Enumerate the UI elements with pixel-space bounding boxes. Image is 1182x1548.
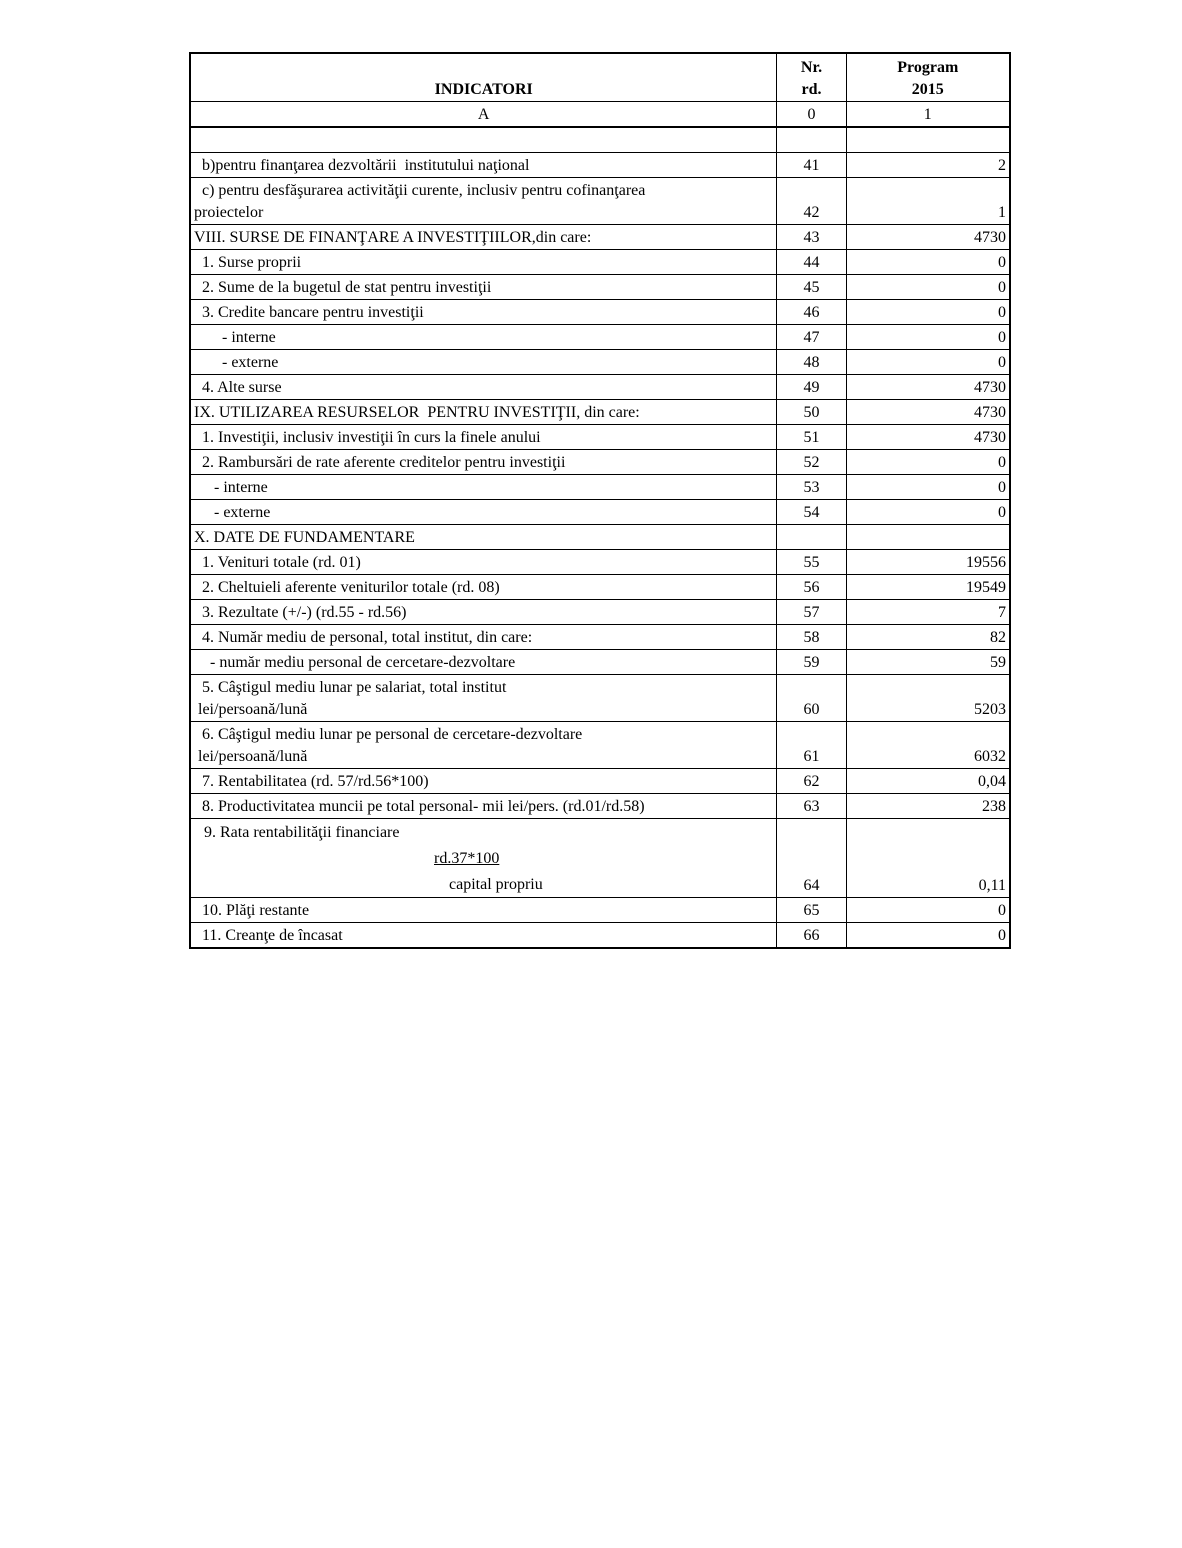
header-nr-line2: rd. — [801, 81, 822, 98]
indicator-label: - externe — [190, 350, 777, 375]
rata-numerator: rd.37*100 — [434, 850, 500, 867]
rata-indicator — [190, 819, 777, 898]
program-value: 82 — [846, 625, 1010, 650]
indicator-label-line1: c) pentru desfăşurarea activităţii curente, inclusiv pentru cofinanţarea — [194, 182, 646, 199]
program-value: 59 — [846, 650, 1010, 675]
row-number: 56 — [777, 575, 846, 600]
header-indicatori: INDICATORI — [190, 53, 777, 102]
program-value: 0 — [846, 275, 1010, 300]
column-letters-row — [190, 102, 1010, 128]
program-value: 4730 — [846, 375, 1010, 400]
table-row — [190, 275, 1010, 300]
program-value: 0 — [846, 250, 1010, 275]
program-value: 7 — [846, 600, 1010, 625]
letter-a: A — [190, 102, 777, 128]
program-value: 6032 — [846, 722, 1010, 769]
table-row — [190, 450, 1010, 475]
row-number: 49 — [777, 375, 846, 400]
table-row — [190, 325, 1010, 350]
program-value: 19549 — [846, 575, 1010, 600]
header-nr-rd — [777, 53, 846, 102]
indicator-label: 4. Număr mediu de personal, total institut, din care: — [190, 625, 777, 650]
indicator-label: 2. Sume de la bugetul de stat pentru investiţii — [190, 275, 777, 300]
table-row — [190, 350, 1010, 375]
letter-1: 1 — [846, 102, 1010, 128]
program-value: 0 — [846, 475, 1010, 500]
row-number: 53 — [777, 475, 846, 500]
table-row — [190, 550, 1010, 575]
indicator-label: 3. Credite bancare pentru investiţii — [190, 300, 777, 325]
table-row — [190, 375, 1010, 400]
program-value: 4730 — [846, 425, 1010, 450]
blank-cell — [777, 127, 846, 153]
table-row — [190, 475, 1010, 500]
indicator-label: 7. Rentabilitatea (rd. 57/rd.56*100) — [190, 769, 777, 794]
table-row — [190, 923, 1010, 949]
row-number: 54 — [777, 500, 846, 525]
indicator-label: - externe — [190, 500, 777, 525]
indicator-label-line2: lei/persoană/lună — [194, 701, 308, 718]
table-row — [190, 898, 1010, 923]
row-number: 66 — [777, 923, 846, 949]
program-value: 0 — [846, 500, 1010, 525]
row-number: 51 — [777, 425, 846, 450]
indicator-label — [190, 178, 777, 225]
program-value — [846, 525, 1010, 550]
program-value: 0 — [846, 325, 1010, 350]
indicator-label: - interne — [190, 325, 777, 350]
row-number: 50 — [777, 400, 846, 425]
rata-label: 9. Rata rentabilităţii financiare — [204, 824, 400, 841]
rata-denominator: capital propriu — [449, 876, 543, 893]
row-number: 42 — [777, 178, 846, 225]
row-number: 65 — [777, 898, 846, 923]
indicator-label: 8. Productivitatea muncii pe total personal- mii lei/pers. (rd.01/rd.58) — [190, 794, 777, 819]
indicator-label: 3. Rezultate (+/-) (rd.55 - rd.56) — [190, 600, 777, 625]
indicator-label: 2. Rambursări de rate aferente creditelor pentru investiţii — [190, 450, 777, 475]
row-number: 44 — [777, 250, 846, 275]
program-value: 0 — [846, 450, 1010, 475]
table-row — [190, 650, 1010, 675]
row-number: 57 — [777, 600, 846, 625]
indicator-label: 10. Plăţi restante — [190, 898, 777, 923]
blank-cell — [190, 127, 777, 153]
table-row — [190, 600, 1010, 625]
table-row — [190, 300, 1010, 325]
indicator-label: 2. Cheltuieli aferente veniturilor totale (rd. 08) — [190, 575, 777, 600]
row-number: 46 — [777, 300, 846, 325]
program-value: 0 — [846, 350, 1010, 375]
indicator-label-line2: proiectelor — [194, 204, 264, 221]
indicator-label: 1. Investiţii, inclusiv investiţii în curs la finele anului — [190, 425, 777, 450]
program-value: 5203 — [846, 675, 1010, 722]
table-row — [190, 250, 1010, 275]
indicator-label-line2: lei/persoană/lună — [194, 748, 308, 765]
row-number: 41 — [777, 153, 846, 178]
program-value: 19556 — [846, 550, 1010, 575]
indicator-label: b)pentru finanţarea dezvoltării institutului naţional — [190, 153, 777, 178]
rata-formula — [194, 819, 773, 897]
program-value: 238 — [846, 794, 1010, 819]
blank-row — [190, 127, 1010, 153]
program-value: 2 — [846, 153, 1010, 178]
table-row — [190, 225, 1010, 250]
table-row — [190, 525, 1010, 550]
row-number: 45 — [777, 275, 846, 300]
row-number: 59 — [777, 650, 846, 675]
indicator-label: - număr mediu personal de cercetare-dezvoltare — [190, 650, 777, 675]
table-row — [190, 153, 1010, 178]
table-row — [190, 575, 1010, 600]
header-program-line2: 2015 — [911, 81, 944, 98]
indicators-table — [189, 52, 1011, 949]
table-row — [190, 675, 1010, 722]
indicator-label: 4. Alte surse — [190, 375, 777, 400]
indicator-label: 1. Surse proprii — [190, 250, 777, 275]
indicator-label — [190, 675, 777, 722]
row-number: 64 — [777, 819, 846, 898]
table-row — [190, 769, 1010, 794]
indicator-label-line1: 5. Câştigul mediu lunar pe salariat, total institut — [194, 679, 507, 696]
table-row — [190, 722, 1010, 769]
program-value: 0 — [846, 923, 1010, 949]
row-number: 52 — [777, 450, 846, 475]
row-number: 62 — [777, 769, 846, 794]
header-program-line1: Program — [897, 59, 959, 76]
program-value: 4730 — [846, 225, 1010, 250]
table-row-rata — [190, 819, 1010, 898]
row-number: 63 — [777, 794, 846, 819]
header-program — [846, 53, 1010, 102]
letter-0: 0 — [777, 102, 846, 128]
row-number: 48 — [777, 350, 846, 375]
indicator-label: 1. Venituri totale (rd. 01) — [190, 550, 777, 575]
header-row — [190, 53, 1010, 102]
table-row — [190, 625, 1010, 650]
indicator-label-line1: 6. Câştigul mediu lunar pe personal de cercetare-dezvoltare — [194, 726, 583, 743]
indicator-label: IX. UTILIZAREA RESURSELOR PENTRU INVESTIŢII, din care: — [190, 400, 777, 425]
table-row — [190, 425, 1010, 450]
program-value: 1 — [846, 178, 1010, 225]
indicator-label: - interne — [190, 475, 777, 500]
table-row — [190, 178, 1010, 225]
indicator-label: X. DATE DE FUNDAMENTARE — [190, 525, 777, 550]
blank-cell — [846, 127, 1010, 153]
row-number: 47 — [777, 325, 846, 350]
program-value: 0,11 — [846, 819, 1010, 898]
indicator-label: 11. Creanţe de încasat — [190, 923, 777, 949]
table-row — [190, 400, 1010, 425]
header-nr-line1: Nr. — [800, 59, 823, 76]
program-value: 0 — [846, 300, 1010, 325]
indicator-label — [190, 722, 777, 769]
program-value: 0,04 — [846, 769, 1010, 794]
table-row — [190, 500, 1010, 525]
program-value: 4730 — [846, 400, 1010, 425]
row-number: 60 — [777, 675, 846, 722]
row-number: 55 — [777, 550, 846, 575]
row-number: 61 — [777, 722, 846, 769]
row-number: 58 — [777, 625, 846, 650]
row-number: 43 — [777, 225, 846, 250]
program-value: 0 — [846, 898, 1010, 923]
table-row — [190, 794, 1010, 819]
row-number — [777, 525, 846, 550]
indicator-label: VIII. SURSE DE FINANŢARE A INVESTIŢIILOR,din care: — [190, 225, 777, 250]
